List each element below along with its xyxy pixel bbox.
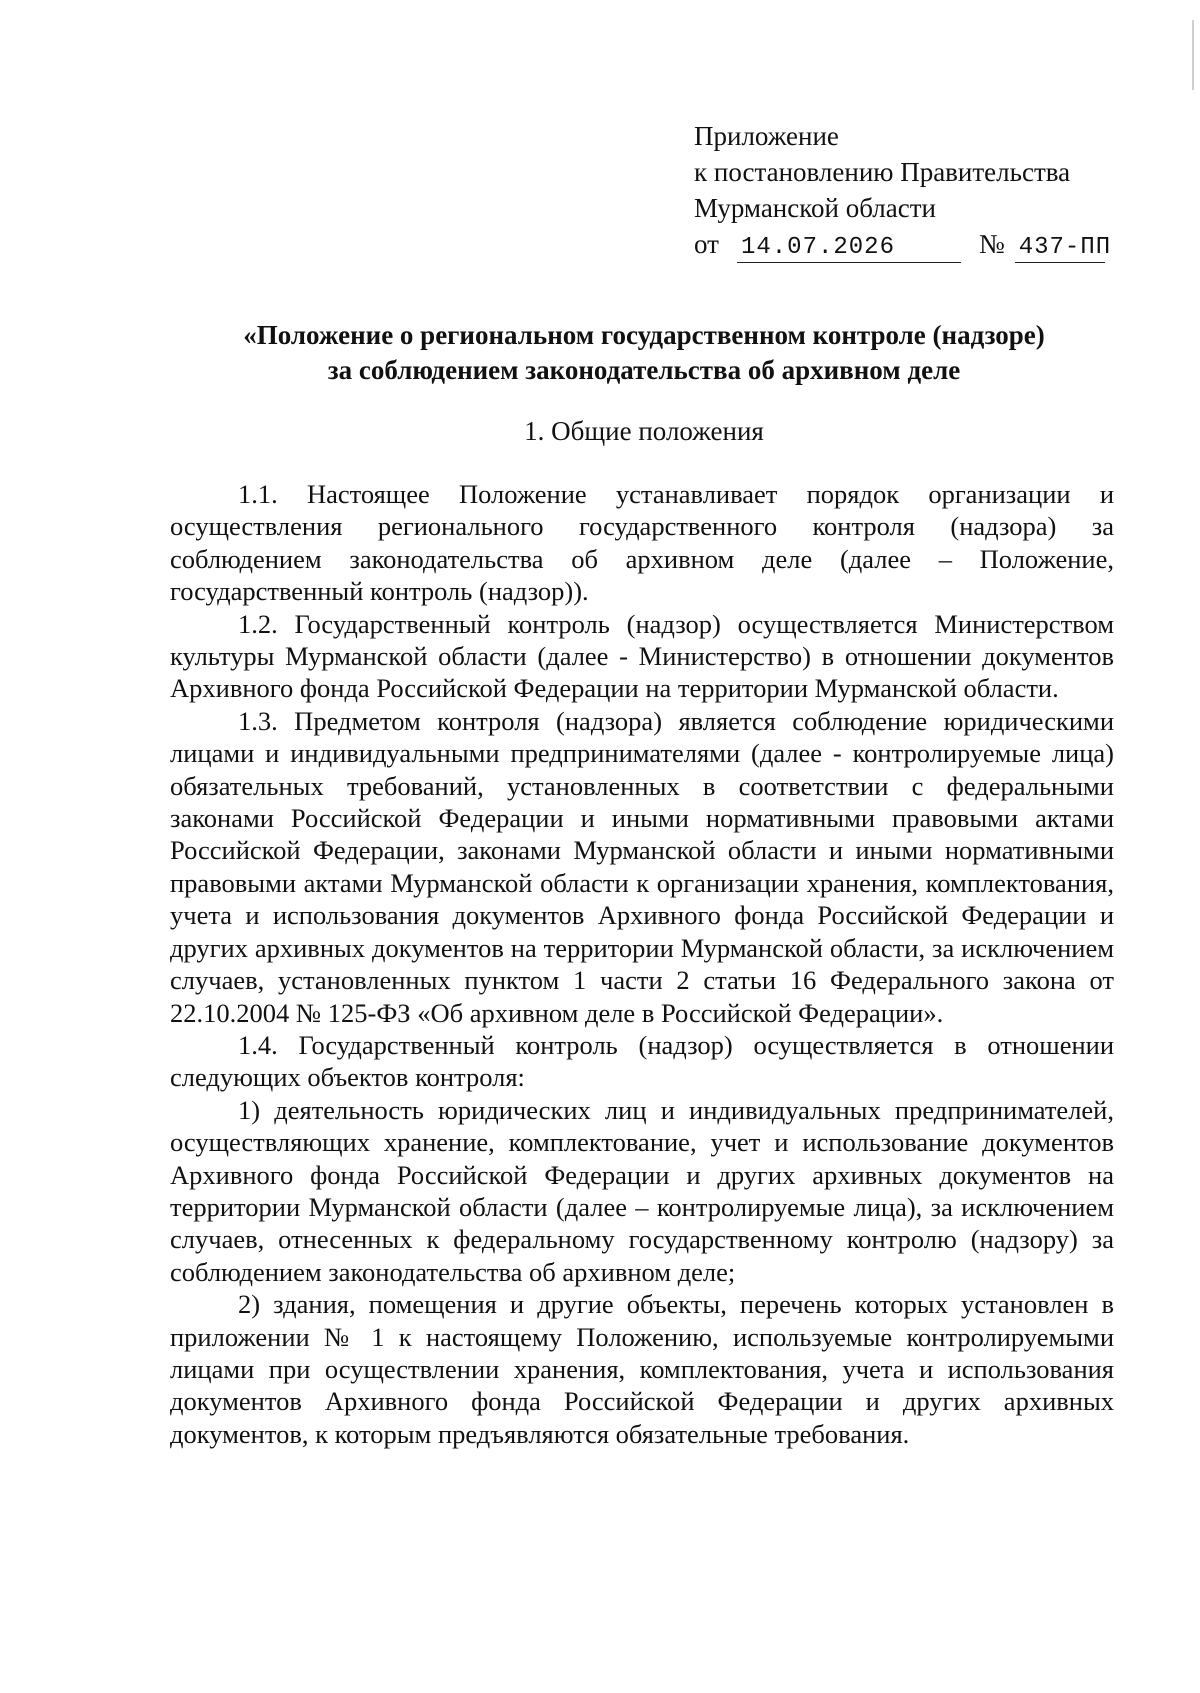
list-item-1: 1) деятельность юридических лиц и индивидуальных предпринимателей, осуществляющих хранение, комплектование, учет и использование документов Архивного фонда Российской Федерации и других архивных документов на территории Мурманской области (далее – контролируемые лица), за исключением случаев, отнесенных к федеральному государственному контролю (надзору) за соблюдением законодательства об архивном деле; xyxy=(170,1094,1114,1287)
list-item-2: 2) здания, помещения и другие объекты, перечень которых установлен в приложении № 1 к настоящему Положению, используемые контролируемыми лицами при осуществлении хранения, комплектования, учета и использования документов Архивного фонда Российской Федерации и других архивных документов, к которым предъявляются обязательные требования. xyxy=(170,1289,1114,1449)
title-line-2: за соблюдением законодательства об архивном деле xyxy=(327,355,961,385)
resolution-number: 437-ПП xyxy=(1015,234,1105,263)
appendix-block xyxy=(694,118,1112,263)
title-line-1: «Положение о региональном государственном контроле (надзоре) xyxy=(243,320,1045,350)
resolution-date: 14.07.2026 xyxy=(737,234,961,263)
paragraph-1-3: 1.3. Предметом контроля (надзора) является соблюдение юридическими лицами и индивидуальными предпринимателями (далее - контролируемые лица) обязательных требований, установленных в соответствии с федеральными законами Российской Федерации и иными нормативными правовыми актами Российской Федерации, законами Мурманской области и иными нормативными правовыми актами Мурманской области к организации хранения, комплектования, учета и использования документов Архивного фонда Российской Федерации и других архивных документов на территории Мурманской области, за исключением случаев, установленных пунктом 1 части 2 статьи 16 Федерального закона от 22.10.2004 № 125-ФЗ «Об архивном деле в Российской Федерации». xyxy=(170,705,1114,1028)
number-prefix: № xyxy=(978,229,1005,259)
paragraph-1-2: 1.2. Государственный контроль (надзор) осуществляется Министерством культуры Мурманской области (далее - Министерство) в отношении документов Архивного фонда Российской Федерации на территории Мурманской области. xyxy=(170,608,1114,704)
scan-edge-mark xyxy=(1192,20,1194,90)
date-prefix: от xyxy=(694,229,719,259)
appendix-line-2: к постановлению Правительства xyxy=(694,157,1071,187)
appendix-line-3: Мурманской области xyxy=(694,193,936,223)
appendix-reference-line xyxy=(694,226,1112,263)
section-heading: 1. Общие положения xyxy=(524,416,764,446)
document-body xyxy=(170,478,1114,1450)
paragraph-1-1: 1.1. Настоящее Положение устанавливает порядок организации и осуществления регионального государственного контроля (надзора) за соблюдением законодательства об архивном деле (далее – Положение, государственный контроль (надзор)). xyxy=(170,479,1114,607)
appendix-line-1: Приложение xyxy=(694,121,839,151)
document-title xyxy=(170,318,1118,388)
paragraph-1-4: 1.4. Государственный контроль (надзор) осуществляется в отношении следующих объектов контроля: xyxy=(170,1029,1114,1093)
